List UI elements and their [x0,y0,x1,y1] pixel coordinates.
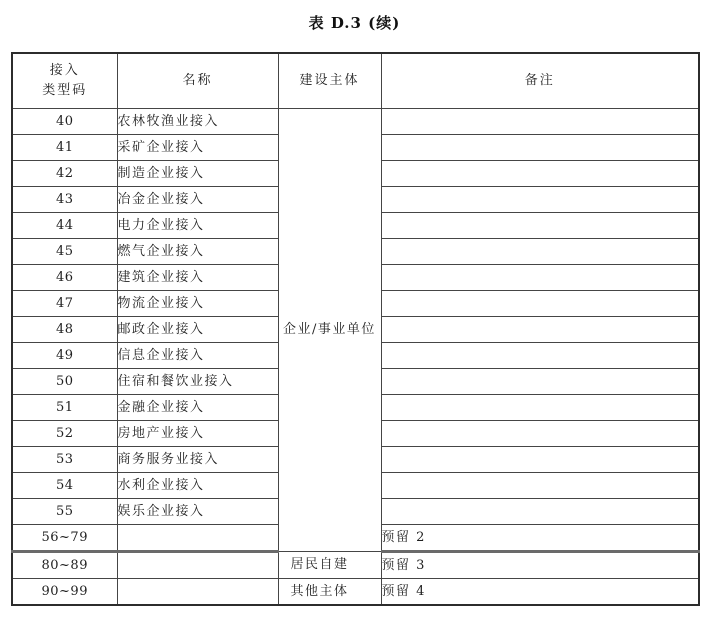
name-cell [117,525,278,552]
name-cell: 农林牧渔业接入 [117,109,278,135]
code-cell: 47 [12,291,117,317]
code-cell: 50 [12,369,117,395]
code-cell: 53 [12,447,117,473]
code-cell: 51 [12,395,117,421]
builder-cell: 居民自建 [278,552,381,579]
name-cell: 燃气企业接入 [117,239,278,265]
remark-cell: 预留 2 [381,525,699,552]
code-cell: 56~79 [12,525,117,552]
code-cell: 90~99 [12,579,117,606]
code-cell: 80~89 [12,552,117,579]
col-header-access-type-code [12,53,117,109]
code-cell: 49 [12,343,117,369]
code-cell: 44 [12,213,117,239]
name-cell: 住宿和餐饮业接入 [117,369,278,395]
name-cell: 电力企业接入 [117,213,278,239]
name-cell: 采矿企业接入 [117,135,278,161]
remark-cell [381,265,699,291]
code-cell: 46 [12,265,117,291]
col-header-name: 名称 [117,53,278,109]
col-header-remark: 备注 [381,53,699,109]
remark-cell [381,499,699,525]
code-cell: 41 [12,135,117,161]
name-cell: 邮政企业接入 [117,317,278,343]
remark-cell [381,291,699,317]
table-title: 表 D.3 (续) [308,14,401,32]
remark-cell [381,343,699,369]
name-cell: 制造企业接入 [117,161,278,187]
name-cell: 商务服务业接入 [117,447,278,473]
name-cell: 信息企业接入 [117,343,278,369]
name-cell: 水利企业接入 [117,473,278,499]
builder-merged-cell: 企业/事业单位 [278,109,381,552]
remark-cell [381,317,699,343]
code-cell: 52 [12,421,117,447]
code-cell: 55 [12,499,117,525]
code-cell: 40 [12,109,117,135]
builder-cell: 其他主体 [278,579,381,606]
remark-cell [381,213,699,239]
table-row-residents [12,552,699,579]
name-cell [117,552,278,579]
name-cell: 娱乐企业接入 [117,499,278,525]
table-row [12,109,699,135]
remark-cell [381,109,699,135]
header-code-line1: 接入 [49,63,80,79]
table-row-other [12,579,699,606]
name-cell: 冶金企业接入 [117,187,278,213]
code-cell: 45 [12,239,117,265]
remark-cell: 预留 3 [381,552,699,579]
header-row [12,53,699,109]
name-cell: 物流企业接入 [117,291,278,317]
remark-cell [381,187,699,213]
name-cell: 建筑企业接入 [117,265,278,291]
code-cell: 42 [12,161,117,187]
name-cell [117,579,278,606]
remark-cell: 预留 4 [381,579,699,606]
remark-cell [381,447,699,473]
code-cell: 43 [12,187,117,213]
remark-cell [381,369,699,395]
remark-cell [381,421,699,447]
remark-cell [381,239,699,265]
name-cell: 金融企业接入 [117,395,278,421]
col-header-builder: 建设主体 [278,53,381,109]
header-code-line2: 类型码 [42,83,88,98]
remark-cell [381,395,699,421]
remark-cell [381,473,699,499]
remark-cell [381,135,699,161]
code-cell: 48 [12,317,117,343]
name-cell: 房地产业接入 [117,421,278,447]
access-type-table [11,52,700,606]
remark-cell [381,161,699,187]
code-cell: 54 [12,473,117,499]
